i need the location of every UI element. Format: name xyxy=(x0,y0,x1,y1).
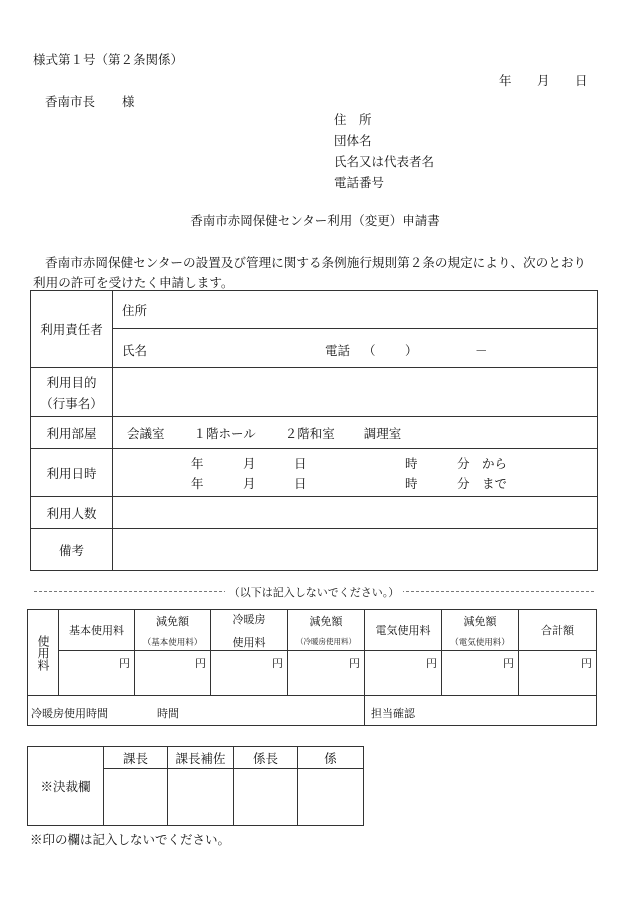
fee-header-electricity-reduction: 減免額 （電気使用料） xyxy=(442,610,519,651)
end-minute: 分 xyxy=(457,476,470,491)
approval-stamp-deputy-chief[interactable] xyxy=(168,769,234,826)
separator-text: （以下は記入しないでください。） xyxy=(225,586,404,599)
room-option-japanese-room[interactable]: ２階和室 xyxy=(284,425,335,441)
people-cell[interactable] xyxy=(113,497,598,529)
office-use-separator xyxy=(30,584,598,598)
ac-hours-unit: 時間 xyxy=(157,707,179,720)
fee-header-total: 合計額 xyxy=(519,610,597,651)
approval-stamp-staff[interactable] xyxy=(298,769,364,826)
fee-amount-electricity-reduction[interactable]: 円 xyxy=(442,651,519,696)
address-cell[interactable] xyxy=(113,291,598,329)
name-label: 氏名 xyxy=(122,343,148,358)
room-option-meeting[interactable]: 会議室 xyxy=(127,425,165,441)
fee-amount-electricity[interactable]: 円 xyxy=(365,651,442,696)
recipient-honorific: 様 xyxy=(122,94,135,109)
end-month: 月 xyxy=(243,476,256,491)
staff-check-cell[interactable] xyxy=(365,696,597,726)
form-title: 香南市赤岡保健センター利用（変更）申請書 xyxy=(190,213,440,228)
address-label: 住所 xyxy=(122,302,148,318)
end-year: 年 xyxy=(191,476,204,491)
fee-amount-total[interactable]: 円 xyxy=(519,651,597,696)
fee-table xyxy=(27,609,597,726)
datetime-cell[interactable] xyxy=(113,449,598,497)
phone-open-paren: （ xyxy=(363,343,376,358)
datetime-label: 利用日時 xyxy=(31,449,113,497)
remarks-cell[interactable] xyxy=(113,529,598,571)
intro-line-1: 香南市赤岡保健センターの設置及び管理に関する条例施行規則第２条の規定により、次のとおり xyxy=(45,255,587,270)
start-year: 年 xyxy=(191,456,204,471)
approval-label: ※決裁欄 xyxy=(28,747,104,826)
approval-header-deputy-chief: 課長補佐 xyxy=(168,747,234,769)
start-day: 日 xyxy=(294,456,307,471)
approval-stamp-section-chief[interactable] xyxy=(104,769,168,826)
end-day: 日 xyxy=(294,476,307,491)
phone-label: 電話 xyxy=(325,343,351,358)
fee-header-basic: 基本使用料 xyxy=(59,610,135,651)
fee-header-basic-reduction: 減免額 （基本使用料） xyxy=(135,610,211,651)
people-label: 利用人数 xyxy=(31,497,113,529)
date-month: 月 xyxy=(537,73,550,88)
intro-line-2: 利用の許可を受けたく申請します。 xyxy=(33,275,234,290)
purpose-label-line2: （行事名） xyxy=(40,395,103,411)
phone-close-paren: ） xyxy=(405,343,418,358)
approval-header-staff: 係 xyxy=(298,747,364,769)
applicant-org-label: 団体名 xyxy=(334,133,372,148)
approval-header-unit-chief: 係長 xyxy=(234,747,298,769)
end-suffix: まで xyxy=(482,476,508,491)
room-option-kitchen[interactable]: 調理室 xyxy=(363,425,402,441)
form-number: 様式第１号（第２条関係） xyxy=(33,52,184,67)
remarks-label: 備考 xyxy=(31,529,113,571)
end-hour: 時 xyxy=(405,476,418,491)
usage-table xyxy=(30,290,598,571)
start-hour: 時 xyxy=(405,456,418,471)
recipient: 香南市長 xyxy=(45,94,96,109)
fee-header-electricity: 電気使用料 xyxy=(365,610,442,651)
room-option-hall[interactable]: １階ホール xyxy=(193,425,256,441)
phone-dash: － xyxy=(475,343,488,358)
purpose-label xyxy=(31,368,113,417)
responsible-label: 利用責任者 xyxy=(31,291,113,368)
room-cell[interactable] xyxy=(113,417,598,449)
fee-header-ac-reduction: 減免額 （冷暖房使用料） xyxy=(288,610,365,651)
approval-stamp-unit-chief[interactable] xyxy=(234,769,298,826)
fee-header-ac: 冷暖房 使用料 xyxy=(211,610,288,651)
fee-amount-basic[interactable]: 円 xyxy=(59,651,135,696)
applicant-phone-label: 電話番号 xyxy=(334,175,385,190)
applicant-name-label: 氏名又は代表者名 xyxy=(334,154,435,169)
fee-side-label: 使用料 xyxy=(28,610,59,696)
ac-hours-label: 冷暖房使用時間 xyxy=(31,707,108,720)
start-month: 月 xyxy=(243,456,256,471)
footnote: ※印の欄は記入しないでください。 xyxy=(30,832,231,847)
room-label: 利用部屋 xyxy=(31,417,113,449)
start-minute: 分 xyxy=(457,456,470,471)
date-day: 日 xyxy=(575,73,588,88)
purpose-label-line1: 利用目的 xyxy=(46,374,97,390)
start-suffix: から xyxy=(482,456,508,471)
date-year: 年 xyxy=(499,73,512,88)
fee-amount-ac-reduction[interactable]: 円 xyxy=(288,651,365,696)
staff-check-label: 担当確認 xyxy=(371,707,415,720)
approval-table xyxy=(27,746,364,826)
purpose-cell[interactable] xyxy=(113,368,598,417)
applicant-address-label: 住 所 xyxy=(334,112,372,127)
fee-amount-ac[interactable]: 円 xyxy=(211,651,288,696)
ac-hours-cell[interactable] xyxy=(28,696,365,726)
name-phone-cell[interactable] xyxy=(113,329,598,368)
fee-amount-basic-reduction[interactable]: 円 xyxy=(135,651,211,696)
approval-header-section-chief: 課長 xyxy=(104,747,168,769)
